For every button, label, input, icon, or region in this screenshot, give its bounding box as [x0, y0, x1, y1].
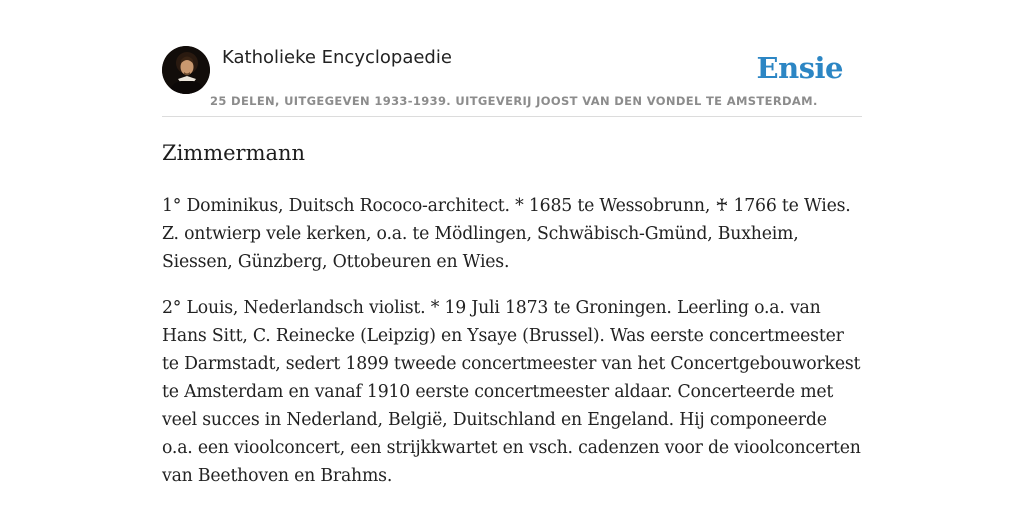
- portrait-avatar-icon[interactable]: [162, 46, 210, 94]
- entry-paragraph-2: 2° Louis, Nederlandsch violist. * 19 Juli 1873 te Groningen. Leerling o.a. van Hans Sitt, C. Reinecke (Leipzig) en Ysaye (Brussel). Was eerste concertmeester te Darmstadt, sedert 1899 tweede concertmeester van het Concertgebouworkest te Amsterdam en vanaf 1910 eerste concertmeester aldaar. Concerteerde met veel succes in Nederland, België, Duitschland en Engeland. Hij componeerde o.a. een vioolconcert, een strijkkwartet en vsch. cadenzen voor de vioolconcerten van Beethoven en Brahms.: [162, 298, 861, 486]
- brand-logo-link[interactable]: Ensie: [756, 51, 843, 85]
- source-title[interactable]: Katholieke Encyclopaedie: [222, 47, 452, 68]
- source-subtitle: 25 DELEN, UITGEGEVEN 1933-1939. UITGEVERIJ JOOST VAN DEN VONDEL TE AMSTERDAM.: [210, 94, 818, 108]
- portrait-icon: [162, 46, 210, 94]
- entry-body: [162, 192, 862, 508]
- entry-paragraph-1: 1° Dominikus, Duitsch Rococo-architect. * 1685 te Wessobrunn, ♰ 1766 te Wies. Z. ontwierp vele kerken, o.a. te Mödlingen, Schwäbisch-Gmünd, Buxheim, Siessen, Günzberg, Ottobeuren en Wies.: [162, 196, 851, 272]
- entry-title: Zimmermann: [162, 141, 306, 165]
- source-header: [162, 46, 862, 117]
